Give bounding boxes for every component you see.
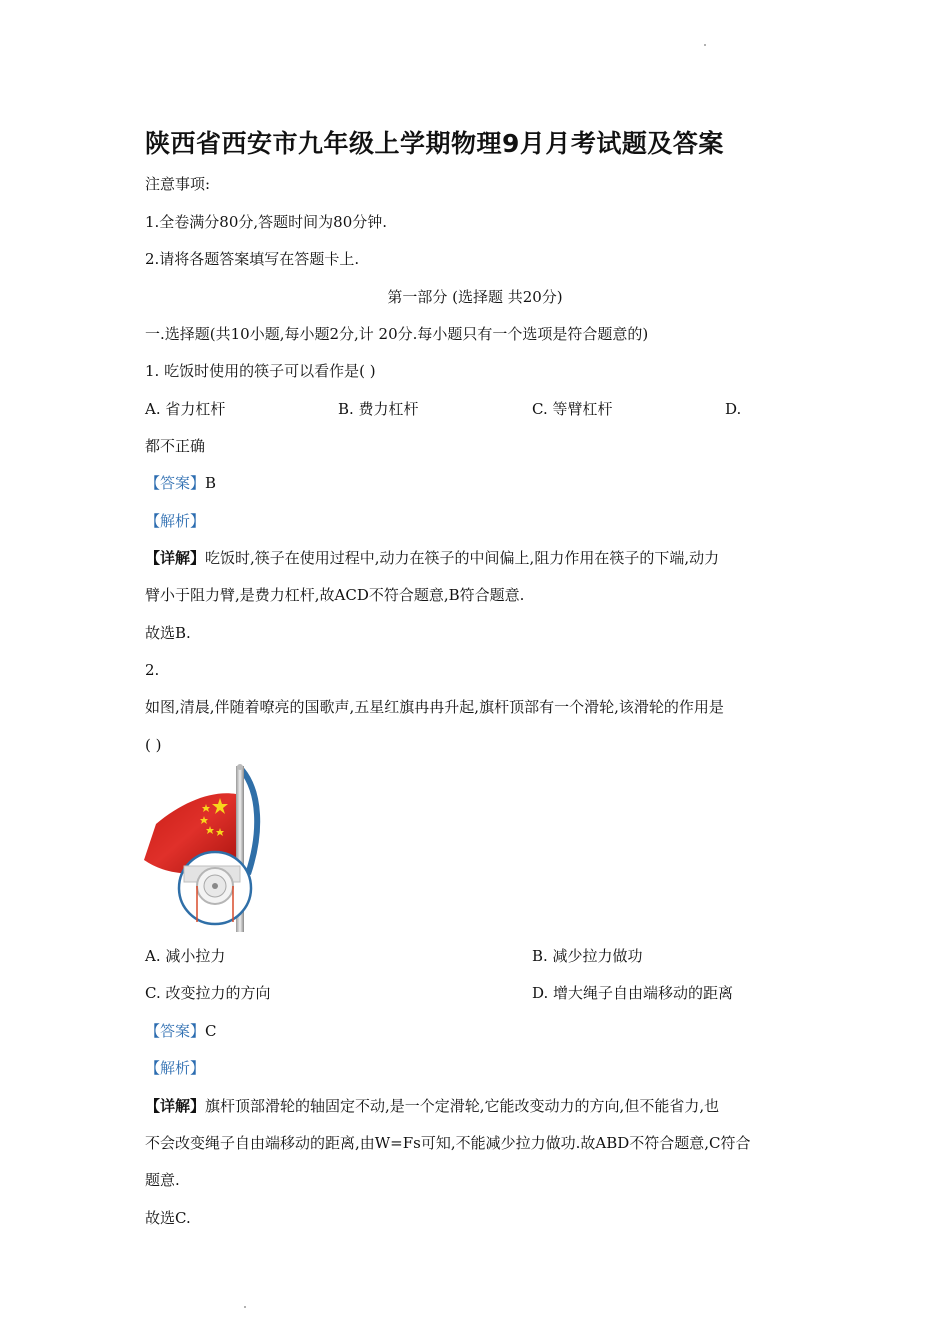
scan-dot: [704, 44, 706, 46]
q1-detail-line-2: 臂小于阻力臂,是费力杠杆,故ACD不符合题意,B符合题意.: [145, 586, 525, 604]
q1-conclusion: 故选B.: [145, 624, 191, 642]
q2-stem-line-1: 如图,清晨,伴随着嘹亮的国歌声,五星红旗冉冉升起,旗杆顶部有一个滑轮,该滑轮的作用是: [145, 698, 724, 716]
answer-tag: 【答案】: [145, 1022, 206, 1040]
flagpole-illustration: [142, 762, 262, 934]
notes-item-1: 1.全卷满分80分,答题时间为80分钟.: [145, 213, 388, 231]
q2-option-d: D. 增大绳子自由端移动的距离: [532, 984, 734, 1002]
q2-detail-line-1: [145, 1096, 719, 1116]
part-heading: 第一部分 (选择题 共20分): [387, 288, 563, 306]
q1-analysis: [145, 511, 205, 531]
pulley-axle: [212, 883, 218, 889]
q1-stem: 1. 吃饭时使用的筷子可以看作是( ): [145, 362, 376, 380]
scan-dot: [244, 1306, 246, 1308]
q1-option-d-text: 都不正确: [145, 437, 206, 455]
detail-tag: 【详解】: [145, 1097, 206, 1115]
q1-option-b: B. 费力杠杆: [338, 400, 419, 418]
q2-option-b: B. 减少拉力做功: [532, 947, 643, 965]
page-title: 陕西省西安市九年级上学期物理9月月考试题及答案: [145, 129, 724, 158]
q1-option-a: A. 省力杠杆: [145, 400, 226, 418]
q2-analysis: [145, 1058, 205, 1078]
q2-answer-value: C: [205, 1022, 217, 1040]
q2-option-a: A. 减小拉力: [145, 947, 226, 965]
q2-detail-line-2: 不会改变绳子自由端移动的距离,由W=Fs可知,不能减少拉力做功.故ABD不符合题意,C符合: [145, 1134, 751, 1152]
notes-item-2: 2.请将各题答案填写在答题卡上.: [145, 250, 360, 268]
q2-stem-line-2: ( ): [145, 736, 162, 754]
q2-detail-line-3: 题意.: [145, 1171, 180, 1189]
pole-top: [237, 764, 243, 770]
q2-conclusion: 故选C.: [145, 1209, 191, 1227]
q1-detail-line-1: [145, 548, 719, 568]
q1-option-c: C. 等臂杠杆: [532, 400, 613, 418]
section-heading: 一.选择题(共10小题,每小题2分,计 20分.每小题只有一个选项是符合题意的): [145, 325, 649, 343]
q2-option-c: C. 改变拉力的方向: [145, 984, 271, 1002]
q2-number: 2.: [145, 661, 160, 679]
q2-detail-text-1: 旗杆顶部滑轮的轴固定不动,是一个定滑轮,它能改变动力的方向,但不能省力,也: [205, 1097, 720, 1115]
answer-tag: 【答案】: [145, 474, 206, 492]
analysis-tag: 【解析】: [145, 512, 206, 530]
notes-heading: 注意事项:: [145, 175, 211, 193]
q2-answer: [145, 1021, 217, 1041]
q1-answer: [145, 473, 216, 493]
q1-answer-value: B: [205, 474, 217, 492]
analysis-tag: 【解析】: [145, 1059, 206, 1077]
detail-tag: 【详解】: [145, 549, 206, 567]
q1-option-d: D.: [725, 400, 742, 418]
rope: [242, 770, 257, 874]
q1-detail-text-1: 吃饭时,筷子在使用过程中,动力在筷子的中间偏上,阻力作用在筷子的下端,动力: [205, 549, 720, 567]
